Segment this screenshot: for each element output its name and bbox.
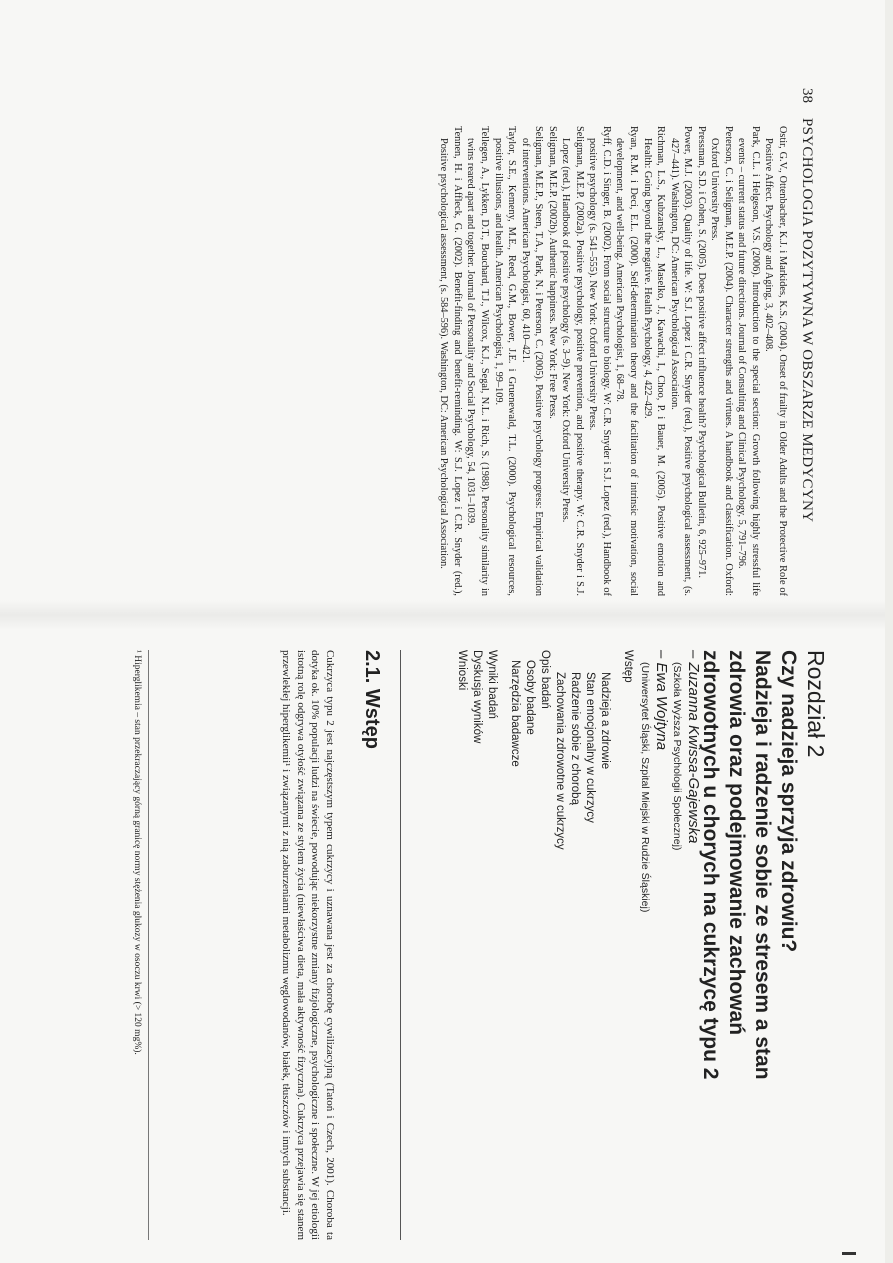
section-heading: 2.1. Wstęp xyxy=(361,650,383,749)
chapter-title-line: zdrowotnych u chorych na cukrzycę typu 2 xyxy=(699,650,722,1080)
reference-item: Park, C.L. i Helgeson, V.S. (2006). Introduction to the special section: Growth following highly stressful life events – current status and future directions. Journal of Consulting and Clinical Psychology, 5, 791–796. xyxy=(736,126,761,596)
toc-item: Opis badań xyxy=(539,650,551,709)
toc-item: Dyskusja wyników xyxy=(471,650,483,744)
page-number: 38 xyxy=(799,88,815,103)
reference-item: Seligman, M.E.P. (2002a). Positive psychology, positive prevention, and positive therapy. W: C.R. Snyder i S.J. Lopez (red.), Handbook of positive psychology (s. 3–9). New York: Oxford University Press. xyxy=(560,126,585,596)
chapter-title-line: Nadzieja i radzenie sobie ze stresem a stan xyxy=(751,650,774,1080)
chapter-label: Rozdział 2 xyxy=(803,650,829,758)
toc-item: Stan emocjonalny w cukrzycy xyxy=(584,672,596,823)
toc-item: Nadzieja a zdrowie xyxy=(599,672,611,770)
chapter-title-line: Czy nadzieja sprzyja zdrowiu? xyxy=(777,650,800,953)
toc-item: Wstęp xyxy=(622,650,634,683)
chapter-title-line: zdrowia oraz podejmowanie zachowań xyxy=(725,650,748,1036)
chapter-authors xyxy=(637,650,701,1210)
reference-item: Tellegen, A., Lykken, D.T., Bouchard, T.J., Wilcox, K.J., Segal, N.L. i Rich, S. (1988). Personality similarity in twins reared apart and together. Journal of Personality and Social Psychology, 54, 1031–1039. xyxy=(465,126,490,596)
reference-item: Power, M.J. (2003). Quality of life. W: S.J. Lopez i C.R. Snyder (red.), Positive psychological assessment, (s. 427–441). Washington, DC: American Psychological Association. xyxy=(668,126,694,596)
reference-item: Tennen, H. i Affleck, G. (2002). Benefit-finding and benefit-reminding. W: S.J. Lopez i C.R. Snyder (red.), Positive psychological assessment, (s. 584–596). Washington, DC: American Psychological Association. xyxy=(438,126,463,596)
reference-item: Taylor, S.E., Kemeny, M.E., Reed, G.M., Bower, J.E. i Gruenewald, T.L. (2000). Psychological resources, positive illusions, and health. American Psychologist, 1, 99–109. xyxy=(492,126,518,596)
toc-item: Narzędzia badawcze xyxy=(509,660,521,767)
reference-item: Ostir, G.V., Ottenbacher, K.J. i Markides, K.S. (2004). Onset of frailty in Older Adults and the Protective Role of Positive Affect. Psychology and Aging, 3, 402–408. xyxy=(763,126,788,596)
running-head: PSYCHOLOGIA POZYTYWNA W OBSZARZE MEDYCYNY xyxy=(799,118,815,523)
author-name: – Zuzanna Kwissa-Gajewska xyxy=(685,650,702,844)
author-affiliation: (Uniwersytet Śląski, Szpital Miejski w Rudzie Śląskiej) xyxy=(639,662,651,913)
reference-item: Seligman, M.E.P. (2002b). Authentic happiness. New York: Free Press. xyxy=(546,126,558,419)
section-divider xyxy=(400,650,401,1240)
toc-item: Wnioski xyxy=(456,650,468,691)
toc-item: Osoby badane xyxy=(524,660,536,735)
toc-item: Wyniki badań xyxy=(486,650,498,719)
toc-item: Zachowania zdrowotne w cukrzycy xyxy=(554,672,566,850)
footnote: ¹ Hiperglikemia – stan przekraczający górną granicę normy stężenia glukozy w osoczu krwi (> 120 mg%). xyxy=(132,650,142,1055)
reference-item: Seligman, M.E.P., Steen, T.A., Park, N. i Peterson, C. (2005). Positive psychology progress: Empirical validation of interventions. American Psychologist, 60, 410–421. xyxy=(519,126,545,596)
chapter-contents xyxy=(454,650,635,1170)
reference-item: Ryff, C.D. i Singer, B. (2002). From social structure to biology. W: C.R. Snyder i S.J. Lopez (red.), Handbook of positive psychology (s. 541–555). New York: Oxford University Press. xyxy=(587,126,612,596)
footnote-divider xyxy=(148,650,149,1240)
author-affiliation: (Szkoła Wyższa Psychologii Społecznej) xyxy=(671,662,683,851)
reference-item: Ryan, R.M. i Deci, E.L. (2000). Self-determination theory and the facilitation of intrinsic motivation, social development, and well-being. American Psychologist, 1, 68–78. xyxy=(614,126,639,596)
reference-list xyxy=(437,126,789,596)
author-name: – Ewa Wojtyna xyxy=(653,650,670,751)
section-paragraph: Cukrzyca typu 2 jest najczęstszym typem cukrzycy i uznawana jest za chorobę cywilizacyjną (Tatoń i Czech, 2001). Choroba ta dotyka ok. 10% populacji ludzi na świecie, powodując niekorzystne zmiany fizjologiczne, psychologiczne i społeczne. W jej etiologii istotną rolę odgrywa otyłość związana ze stylem życia (niewłaściwa dieta, mała aktywność fizyczna). Cukrzyca przejawia się stanem przewlekłej hiperglikemii¹ i związanymi z nią zaburzeniami metabolizmu węglowodanów, białek, tłuszczów i innych substancji. xyxy=(280,650,336,1240)
reference-item: Peterson, C. i Seligman, M.E.P. (2004). Character strengths and virtues. A handbook and classification. Oxford: Oxford University Press. xyxy=(709,126,734,596)
reference-item: Richman, L.S., Kubzansky, L., Maselko, J., Kawachi, I., Choo, P. i Bauer, M. (2005). Positive emotion and Health: Going beyond the negative. Health Psychology, 4, 422–429. xyxy=(641,126,667,596)
reference-item: Pressman, S.D. i Cohen, S. (2005). Does positive affect influence health? Psychological Bulletin, 6, 925–971. xyxy=(695,126,707,578)
toc-item: Radzenie sobie z chorobą xyxy=(569,672,581,805)
chapter-title xyxy=(697,650,801,1250)
